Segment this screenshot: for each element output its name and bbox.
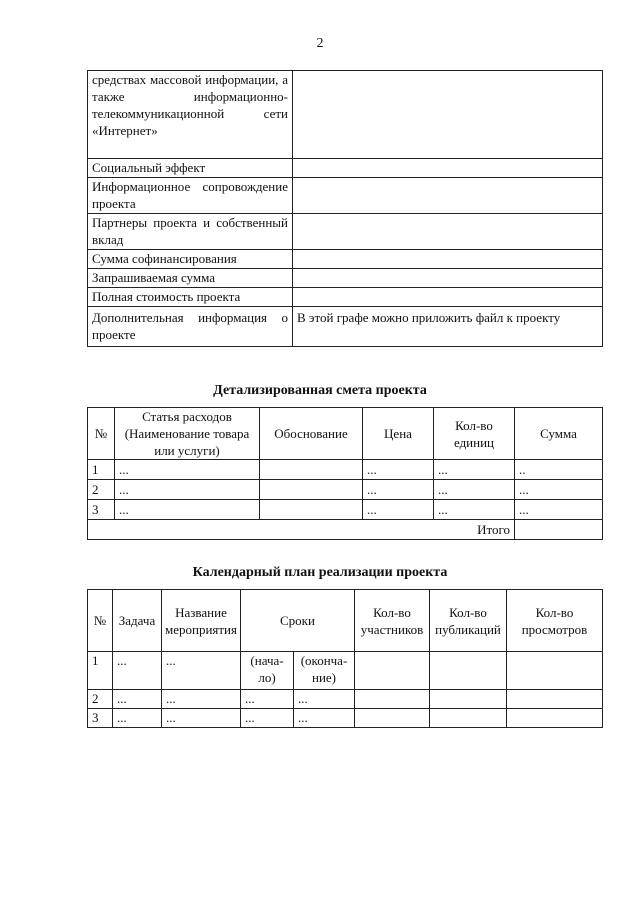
table-cell <box>260 480 363 500</box>
table-cell: ... <box>113 652 162 690</box>
table-cell: 2 <box>88 480 115 500</box>
budget-title: Детализированная смета проекта <box>213 383 427 398</box>
calendar-plan-table <box>87 589 603 728</box>
table-row <box>88 159 603 178</box>
calendar-title: Календарный план реализации проекта <box>192 565 448 580</box>
table-row <box>88 307 603 347</box>
table-cell <box>430 690 507 709</box>
table-cell <box>507 709 603 728</box>
table-cell <box>507 652 603 690</box>
info-value <box>293 269 603 288</box>
info-label: Информационное сопровождение проекта <box>88 178 293 214</box>
table-cell <box>430 652 507 690</box>
column-header: Название мероприятия <box>162 590 241 652</box>
info-label: средствах массовой информации, а также информационно-телекоммуникационной сети «Интернет» <box>88 71 293 159</box>
table-cell <box>507 690 603 709</box>
table-cell: ... <box>434 500 515 520</box>
table-cell: 1 <box>88 652 113 690</box>
project-info-table <box>87 70 603 347</box>
total-label: Итого <box>88 520 515 540</box>
column-header: Цена <box>363 408 434 460</box>
info-value <box>293 288 603 307</box>
total-row <box>88 520 603 540</box>
table-cell: ... <box>515 480 603 500</box>
table-row <box>88 709 603 728</box>
table-cell: ... <box>115 460 260 480</box>
column-header: Кол-во единиц <box>434 408 515 460</box>
column-header: Кол-во просмотров <box>507 590 603 652</box>
column-header: Кол-во публикаций <box>430 590 507 652</box>
table-cell: 2 <box>88 690 113 709</box>
table-cell <box>355 690 430 709</box>
table-cell: ... <box>434 480 515 500</box>
table-header-row <box>88 590 603 652</box>
info-value: В этой графе можно приложить файл к проекту <box>293 307 603 347</box>
column-header: № <box>88 590 113 652</box>
column-header: Кол-во участников <box>355 590 430 652</box>
table-cell: ... <box>113 709 162 728</box>
table-cell: 3 <box>88 709 113 728</box>
column-header: Статья расходов (Наименование товара или услуги) <box>115 408 260 460</box>
info-label: Дополнительная информация о проекте <box>88 307 293 347</box>
info-value <box>293 250 603 269</box>
end-date-cell: (оконча-ние) <box>294 652 355 690</box>
table-header-row <box>88 408 603 460</box>
info-label: Социальный эффект <box>88 159 293 178</box>
table-row <box>88 71 603 159</box>
table-row <box>88 288 603 307</box>
table-cell: 1 <box>88 460 115 480</box>
column-header: № <box>88 408 115 460</box>
table-cell <box>355 709 430 728</box>
column-header: Сумма <box>515 408 603 460</box>
table-cell <box>260 500 363 520</box>
table-row <box>88 269 603 288</box>
info-label: Запрашиваемая сумма <box>88 269 293 288</box>
start-date-cell: (нача-ло) <box>241 652 294 690</box>
table-cell <box>355 652 430 690</box>
table-row <box>88 250 603 269</box>
table-cell: 3 <box>88 500 115 520</box>
table-row <box>88 460 603 480</box>
table-row <box>88 178 603 214</box>
total-value <box>515 520 603 540</box>
table-cell: ... <box>241 709 294 728</box>
info-label: Полная стоимость проекта <box>88 288 293 307</box>
table-row <box>88 500 603 520</box>
info-label: Партнеры проекта и собственный вклад <box>88 214 293 250</box>
column-header: Обоснование <box>260 408 363 460</box>
table-cell: ... <box>363 460 434 480</box>
table-cell: ... <box>162 709 241 728</box>
budget-table <box>87 407 603 540</box>
table-cell: ... <box>363 500 434 520</box>
info-value <box>293 214 603 250</box>
table-cell: ... <box>515 500 603 520</box>
table-row <box>88 480 603 500</box>
info-value <box>293 159 603 178</box>
info-value <box>293 178 603 214</box>
table-row <box>88 652 603 690</box>
column-header: Сроки <box>241 590 355 652</box>
table-cell: ... <box>294 690 355 709</box>
table-cell: ... <box>113 690 162 709</box>
table-cell <box>260 460 363 480</box>
info-label: Сумма софинансирования <box>88 250 293 269</box>
table-cell: ... <box>241 690 294 709</box>
table-row <box>88 214 603 250</box>
table-row <box>88 690 603 709</box>
table-cell: .. <box>515 460 603 480</box>
info-value <box>293 71 603 159</box>
table-cell: ... <box>363 480 434 500</box>
table-cell: ... <box>434 460 515 480</box>
page-number: 2 <box>316 36 324 51</box>
table-cell: ... <box>162 652 241 690</box>
table-cell: ... <box>115 480 260 500</box>
table-cell <box>430 709 507 728</box>
table-cell: ... <box>162 690 241 709</box>
table-cell: ... <box>115 500 260 520</box>
column-header: Задача <box>113 590 162 652</box>
table-cell: ... <box>294 709 355 728</box>
